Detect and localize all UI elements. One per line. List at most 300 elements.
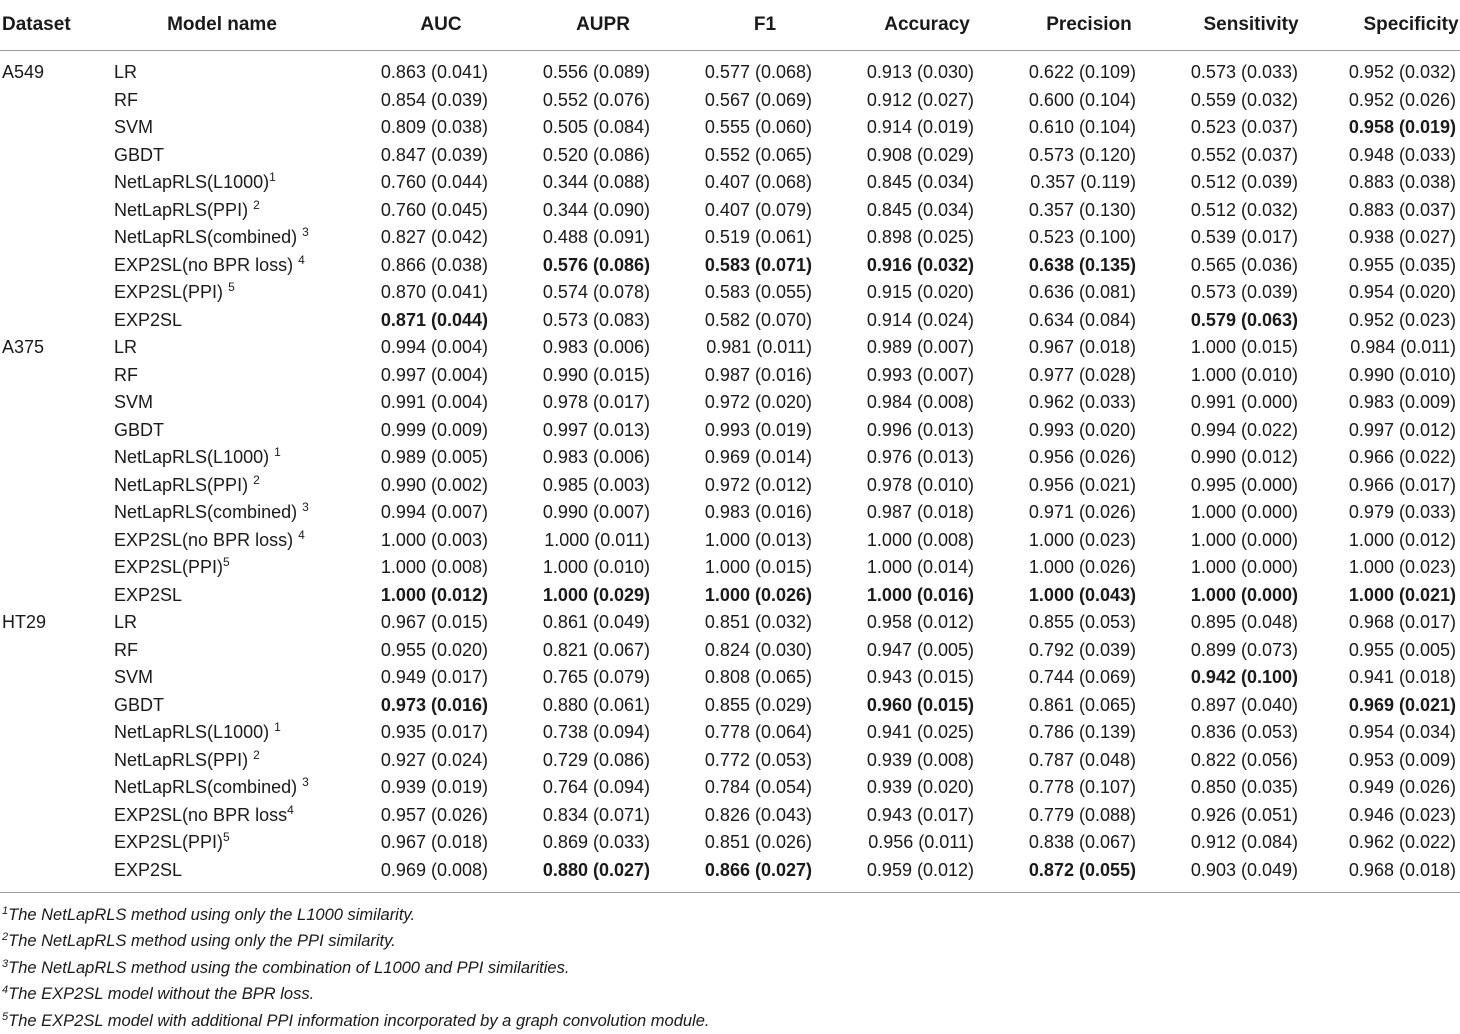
accuracy-cell: 0.947 (0.005) [866, 639, 974, 660]
precision-cell: 0.855 (0.053) [1028, 612, 1136, 633]
precision-cell: 0.636 (0.081) [1028, 282, 1136, 303]
model-name-cell [112, 857, 330, 893]
model-name-cell [112, 774, 330, 802]
f1-cell: 1.000 (0.026) [704, 584, 812, 605]
model-name-cell [112, 472, 330, 500]
specificity-cell: 0.953 (0.009) [1348, 749, 1456, 770]
accuracy-cell: 0.914 (0.019) [866, 117, 974, 138]
header-dataset: Dataset [0, 0, 112, 51]
f1-cell: 1.000 (0.015) [704, 557, 812, 578]
auc-cell: 0.973 (0.016) [380, 694, 488, 715]
footnote-mark: 5 [223, 830, 230, 845]
precision-cell: 0.634 (0.084) [1028, 309, 1136, 330]
f1-cell: 0.555 (0.060) [704, 117, 812, 138]
precision-cell: 0.786 (0.139) [1028, 722, 1136, 743]
dataset-cell [0, 87, 112, 115]
table-row [0, 444, 1460, 472]
model-name: NetLapRLS(L1000) [114, 172, 270, 193]
auc-cell: 0.935 (0.017) [380, 722, 488, 743]
accuracy-cell: 0.996 (0.013) [866, 419, 974, 440]
auc-cell: 0.989 (0.005) [380, 447, 488, 468]
specificity-cell: 0.979 (0.033) [1348, 502, 1456, 523]
accuracy-cell: 0.914 (0.024) [866, 309, 974, 330]
f1-cell: 0.826 (0.043) [704, 804, 812, 825]
specificity-cell: 0.955 (0.035) [1348, 254, 1456, 275]
f1-cell: 0.866 (0.027) [654, 857, 816, 893]
f1-cell: 0.567 (0.069) [704, 89, 812, 110]
dataset-cell [0, 169, 112, 197]
specificity-cell: 1.000 (0.021) [1348, 584, 1456, 605]
footnote-text: The EXP2SL model without the BPR loss. [8, 985, 315, 1004]
f1-cell: 0.519 (0.061) [704, 227, 812, 248]
specificity-cell: 0.966 (0.022) [1348, 447, 1456, 468]
sensitivity-cell: 1.000 (0.000) [1190, 584, 1298, 605]
model-name-cell [112, 582, 330, 610]
f1-cell: 0.583 (0.055) [704, 282, 812, 303]
f1-cell: 0.851 (0.032) [704, 612, 812, 633]
accuracy-cell: 0.898 (0.025) [866, 227, 974, 248]
model-name: RF [114, 364, 138, 385]
table-row [0, 582, 1460, 610]
accuracy-cell: 0.912 (0.027) [866, 89, 974, 110]
aupr-cell: 1.000 (0.010) [542, 557, 650, 578]
accuracy-cell: 0.943 (0.015) [866, 667, 974, 688]
aupr-cell: 0.990 (0.007) [542, 502, 650, 523]
footnote-mark: 1 [274, 445, 281, 460]
sensitivity-cell: 0.899 (0.073) [1190, 639, 1298, 660]
model-name-cell [112, 444, 330, 472]
model-name-cell [112, 51, 330, 87]
dataset-cell [0, 554, 112, 582]
dataset-cell [0, 114, 112, 142]
sensitivity-cell: 0.836 (0.053) [1190, 722, 1298, 743]
sensitivity-cell: 0.573 (0.039) [1190, 282, 1298, 303]
accuracy-cell: 1.000 (0.014) [866, 557, 974, 578]
accuracy-cell: 0.984 (0.008) [866, 392, 974, 413]
accuracy-cell: 0.943 (0.017) [866, 804, 974, 825]
sensitivity-cell: 1.000 (0.000) [1190, 557, 1298, 578]
auc-cell: 0.955 (0.020) [380, 639, 488, 660]
accuracy-cell: 0.845 (0.034) [866, 199, 974, 220]
table-row [0, 802, 1460, 830]
footnote [2, 981, 710, 1007]
f1-cell: 0.981 (0.011) [706, 337, 812, 358]
sensitivity-cell: 1.000 (0.015) [1190, 337, 1298, 358]
dataset-cell [0, 224, 112, 252]
model-name: RF [114, 89, 138, 110]
specificity-cell: 0.958 (0.019) [1348, 117, 1456, 138]
precision-cell: 0.792 (0.039) [1028, 639, 1136, 660]
table-row [0, 857, 1460, 893]
table-row [0, 169, 1460, 197]
aupr-cell: 1.000 (0.011) [544, 529, 650, 550]
model-name: EXP2SL(no BPR loss) [114, 254, 294, 275]
aupr-cell: 0.861 (0.049) [542, 612, 650, 633]
f1-cell: 0.778 (0.064) [704, 722, 812, 743]
model-name: GBDT [114, 419, 165, 440]
sensitivity-cell: 0.573 (0.033) [1190, 62, 1298, 83]
auc-cell: 0.949 (0.017) [380, 667, 488, 688]
dataset-cell [0, 307, 112, 335]
precision-cell: 0.977 (0.028) [1028, 364, 1136, 385]
aupr-cell: 0.729 (0.086) [542, 749, 650, 770]
dataset-cell [0, 499, 112, 527]
auc-cell: 0.990 (0.002) [380, 474, 488, 495]
table-row [0, 51, 1460, 87]
f1-cell: 0.972 (0.020) [704, 392, 812, 413]
sensitivity-cell: 0.897 (0.040) [1190, 694, 1298, 715]
f1-cell: 0.824 (0.030) [704, 639, 812, 660]
model-name-cell [112, 334, 330, 362]
accuracy-cell: 1.000 (0.008) [866, 529, 974, 550]
footnote-text: The EXP2SL model with additional PPI information incorporated by a graph convolution module. [8, 1011, 710, 1030]
precision-cell: 0.778 (0.107) [1028, 777, 1136, 798]
model-name: EXP2SL(no BPR loss) [114, 529, 294, 550]
accuracy-cell: 1.000 (0.016) [866, 584, 974, 605]
model-name-cell [112, 829, 330, 857]
footnote-mark: 4 [287, 802, 294, 817]
table-row [0, 692, 1460, 720]
specificity-cell: 0.946 (0.023) [1348, 804, 1456, 825]
f1-cell: 0.407 (0.079) [704, 199, 812, 220]
model-name: EXP2SL [114, 859, 183, 880]
auc-cell: 0.991 (0.004) [380, 392, 488, 413]
table-row [0, 774, 1460, 802]
auc-cell: 0.994 (0.007) [380, 502, 488, 523]
specificity-cell: 0.949 (0.026) [1348, 777, 1456, 798]
precision-cell: 0.787 (0.048) [1028, 749, 1136, 770]
dataset-cell [0, 774, 112, 802]
precision-cell: 0.962 (0.033) [1028, 392, 1136, 413]
aupr-cell: 0.764 (0.094) [542, 777, 650, 798]
precision-cell: 0.357 (0.119) [1030, 172, 1136, 193]
auc-cell: 0.994 (0.004) [380, 337, 488, 358]
table-row [0, 114, 1460, 142]
accuracy-cell: 0.976 (0.013) [866, 447, 974, 468]
model-name-cell [112, 747, 330, 775]
model-name: GBDT [114, 694, 165, 715]
model-name-cell [112, 307, 330, 335]
dataset-cell: A549 [2, 62, 45, 83]
aupr-cell: 0.978 (0.017) [542, 392, 650, 413]
sensitivity-cell: 0.903 (0.049) [1140, 857, 1302, 893]
f1-cell: 0.552 (0.065) [704, 144, 812, 165]
accuracy-cell: 0.913 (0.030) [866, 62, 974, 83]
model-name: NetLapRLS(PPI) [114, 474, 249, 495]
aupr-cell: 0.765 (0.079) [542, 667, 650, 688]
table-row [0, 197, 1460, 225]
specificity-cell: 0.941 (0.018) [1348, 667, 1456, 688]
table-row [0, 829, 1460, 857]
footnote-text: The NetLapRLS method using only the L1000 similarity. [8, 906, 416, 924]
accuracy-cell: 0.989 (0.007) [866, 337, 974, 358]
aupr-cell: 0.880 (0.027) [492, 857, 654, 893]
specificity-cell: 0.954 (0.034) [1348, 722, 1456, 743]
model-name-cell [112, 499, 330, 527]
model-name: NetLapRLS(PPI) [114, 749, 249, 770]
aupr-cell: 0.880 (0.061) [542, 694, 650, 715]
table-row [0, 554, 1460, 582]
aupr-cell: 0.990 (0.015) [542, 364, 650, 385]
table-row [0, 87, 1460, 115]
dataset-cell [0, 279, 112, 307]
footnote-mark: 3 [302, 775, 309, 790]
table-row [0, 747, 1460, 775]
model-name-cell [112, 224, 330, 252]
dataset-cell [0, 692, 112, 720]
f1-cell: 0.577 (0.068) [704, 62, 812, 83]
table-row [0, 334, 1460, 362]
model-name-cell [112, 389, 330, 417]
sensitivity-cell: 0.990 (0.012) [1190, 447, 1298, 468]
footnote-number: 2 [2, 931, 9, 944]
aupr-cell: 0.869 (0.033) [542, 832, 650, 853]
model-name: NetLapRLS(combined) [114, 777, 298, 798]
accuracy-cell: 0.941 (0.025) [866, 722, 974, 743]
aupr-cell: 0.983 (0.006) [542, 447, 650, 468]
sensitivity-cell: 0.995 (0.000) [1190, 474, 1298, 495]
model-name: EXP2SL [114, 309, 183, 330]
precision-cell: 0.744 (0.069) [1028, 667, 1136, 688]
specificity-cell: 0.990 (0.010) [1348, 364, 1456, 385]
model-name-cell [112, 142, 330, 170]
table-row [0, 389, 1460, 417]
header-model-name: Model name [112, 0, 330, 51]
model-name-cell [112, 252, 330, 280]
sensitivity-cell: 0.850 (0.035) [1190, 777, 1298, 798]
model-name-cell [112, 527, 330, 555]
footnote-mark: 1 [269, 170, 276, 185]
table-row [0, 637, 1460, 665]
specificity-cell: 0.966 (0.017) [1348, 474, 1456, 495]
footnote-mark: 5 [228, 280, 235, 295]
aupr-cell: 0.834 (0.071) [542, 804, 650, 825]
header-precision: Precision [978, 0, 1140, 51]
precision-cell: 0.638 (0.135) [1028, 254, 1136, 275]
accuracy-cell: 0.915 (0.020) [866, 282, 974, 303]
footnote [2, 955, 710, 981]
accuracy-cell: 0.939 (0.020) [866, 777, 974, 798]
specificity-cell: 0.883 (0.037) [1348, 199, 1456, 220]
footnote [2, 1008, 710, 1034]
table-row [0, 142, 1460, 170]
header-specificity: Specificity [1302, 0, 1460, 51]
header-sensitivity: Sensitivity [1140, 0, 1302, 51]
header-row [0, 0, 1460, 51]
table-row [0, 224, 1460, 252]
accuracy-cell: 0.978 (0.010) [866, 474, 974, 495]
auc-cell: 1.000 (0.003) [380, 529, 488, 550]
dataset-cell [0, 389, 112, 417]
auc-cell: 0.997 (0.004) [380, 364, 488, 385]
sensitivity-cell: 0.539 (0.017) [1190, 227, 1298, 248]
dataset-cell [0, 829, 112, 857]
auc-cell: 0.999 (0.009) [380, 419, 488, 440]
footnote-mark: 4 [298, 252, 305, 267]
table-row [0, 472, 1460, 500]
precision-cell: 0.861 (0.065) [1028, 694, 1136, 715]
aupr-cell: 0.573 (0.083) [542, 309, 650, 330]
precision-cell: 0.971 (0.026) [1028, 502, 1136, 523]
accuracy-cell: 0.845 (0.034) [866, 172, 974, 193]
model-name: LR [114, 337, 138, 358]
table-row [0, 307, 1460, 335]
footnote-text: The NetLapRLS method using the combination of L1000 and PPI similarities. [8, 958, 570, 977]
dataset-cell [0, 802, 112, 830]
dataset-cell [0, 417, 112, 445]
auc-cell: 0.809 (0.038) [380, 117, 488, 138]
table-row [0, 664, 1460, 692]
model-name: NetLapRLS(L1000) [114, 447, 270, 468]
dataset-cell [0, 444, 112, 472]
auc-cell: 0.957 (0.026) [380, 804, 488, 825]
auc-cell: 0.969 (0.008) [330, 857, 492, 893]
dataset-cell: HT29 [2, 612, 47, 633]
f1-cell: 0.855 (0.029) [704, 694, 812, 715]
sensitivity-cell: 1.000 (0.000) [1190, 502, 1298, 523]
specificity-cell: 0.883 (0.038) [1348, 172, 1456, 193]
f1-cell: 0.784 (0.054) [704, 777, 812, 798]
sensitivity-cell: 0.942 (0.100) [1190, 667, 1298, 688]
sensitivity-cell: 0.512 (0.039) [1190, 172, 1298, 193]
precision-cell: 0.622 (0.109) [1028, 62, 1136, 83]
dataset-cell [0, 472, 112, 500]
footnote-mark: 2 [253, 747, 260, 762]
f1-cell: 0.969 (0.014) [704, 447, 812, 468]
model-name-cell [112, 362, 330, 390]
sensitivity-cell: 0.559 (0.032) [1190, 89, 1298, 110]
dataset-cell [0, 747, 112, 775]
auc-cell: 1.000 (0.008) [380, 557, 488, 578]
model-name-cell [112, 279, 330, 307]
header-auc: AUC [330, 0, 492, 51]
precision-cell: 0.779 (0.088) [1028, 804, 1136, 825]
model-name-cell [112, 609, 330, 637]
sensitivity-cell: 0.552 (0.037) [1190, 144, 1298, 165]
model-name: LR [114, 612, 138, 633]
specificity-cell: 0.952 (0.026) [1348, 89, 1456, 110]
precision-cell: 0.357 (0.130) [1028, 199, 1136, 220]
model-name: NetLapRLS(PPI) [114, 199, 249, 220]
specificity-cell: 0.954 (0.020) [1348, 282, 1456, 303]
dataset-cell [0, 197, 112, 225]
f1-cell: 0.972 (0.012) [704, 474, 812, 495]
precision-cell: 0.872 (0.055) [978, 857, 1140, 893]
model-name: EXP2SL(PPI) [114, 832, 224, 853]
dataset-cell [0, 527, 112, 555]
auc-cell: 0.827 (0.042) [380, 227, 488, 248]
model-name: SVM [114, 392, 154, 413]
sensitivity-cell: 0.926 (0.051) [1190, 804, 1298, 825]
table-row [0, 527, 1460, 555]
model-name-cell [112, 802, 330, 830]
footnote-mark: 3 [302, 500, 309, 515]
footnote-mark: 5 [223, 555, 230, 570]
accuracy-cell: 0.916 (0.032) [866, 254, 974, 275]
sensitivity-cell: 0.579 (0.063) [1190, 309, 1298, 330]
aupr-cell: 0.821 (0.067) [542, 639, 650, 660]
aupr-cell: 0.552 (0.076) [542, 89, 650, 110]
footnote-number: 4 [2, 984, 9, 997]
precision-cell: 1.000 (0.043) [1028, 584, 1136, 605]
sensitivity-cell: 0.512 (0.032) [1190, 199, 1298, 220]
model-name: NetLapRLS(combined) [114, 227, 298, 248]
header-aupr: AUPR [492, 0, 654, 51]
aupr-cell: 0.344 (0.090) [542, 199, 650, 220]
table-row [0, 252, 1460, 280]
footnote-number: 1 [2, 905, 9, 917]
f1-cell: 0.582 (0.070) [704, 309, 812, 330]
sensitivity-cell: 0.523 (0.037) [1190, 117, 1298, 138]
precision-cell: 0.573 (0.120) [1028, 144, 1136, 165]
specificity-cell: 0.952 (0.032) [1348, 62, 1456, 83]
model-name-cell [112, 114, 330, 142]
model-name: EXP2SL(PPI) [114, 557, 224, 578]
f1-cell: 0.772 (0.053) [704, 749, 812, 770]
footnote-mark: 1 [274, 720, 281, 735]
accuracy-cell: 0.960 (0.015) [866, 694, 974, 715]
auc-cell: 0.847 (0.039) [380, 144, 488, 165]
auc-cell: 0.939 (0.019) [380, 777, 488, 798]
aupr-cell: 0.997 (0.013) [542, 419, 650, 440]
aupr-cell: 0.520 (0.086) [542, 144, 650, 165]
header-accuracy: Accuracy [816, 0, 978, 51]
auc-cell: 0.760 (0.045) [380, 199, 488, 220]
f1-cell: 0.851 (0.026) [704, 832, 812, 853]
sensitivity-cell: 0.895 (0.048) [1190, 612, 1298, 633]
specificity-cell: 0.968 (0.018) [1302, 857, 1460, 893]
auc-cell: 1.000 (0.012) [380, 584, 488, 605]
precision-cell: 0.838 (0.067) [1028, 832, 1136, 853]
specificity-cell: 0.968 (0.017) [1348, 612, 1456, 633]
specificity-cell: 0.955 (0.005) [1348, 639, 1456, 660]
model-name-cell [112, 169, 330, 197]
precision-cell: 0.610 (0.104) [1028, 117, 1136, 138]
model-name-cell [112, 664, 330, 692]
precision-cell: 0.993 (0.020) [1028, 419, 1136, 440]
sensitivity-cell: 1.000 (0.010) [1190, 364, 1298, 385]
sensitivity-cell: 0.991 (0.000) [1190, 392, 1298, 413]
f1-cell: 0.407 (0.068) [704, 172, 812, 193]
footnote-mark: 2 [253, 472, 260, 487]
sensitivity-cell: 0.912 (0.084) [1190, 832, 1298, 853]
model-name: EXP2SL(no BPR loss [114, 804, 288, 825]
model-name-cell [112, 692, 330, 720]
specificity-cell: 0.938 (0.027) [1348, 227, 1456, 248]
specificity-cell: 0.962 (0.022) [1348, 832, 1456, 853]
precision-cell: 1.000 (0.023) [1028, 529, 1136, 550]
precision-cell: 0.956 (0.026) [1028, 447, 1136, 468]
table-row [0, 279, 1460, 307]
dataset-cell [0, 664, 112, 692]
aupr-cell: 0.556 (0.089) [542, 62, 650, 83]
table-row [0, 362, 1460, 390]
aupr-cell: 0.738 (0.094) [542, 722, 650, 743]
auc-cell: 0.871 (0.044) [380, 309, 488, 330]
f1-cell: 0.583 (0.071) [704, 254, 812, 275]
specificity-cell: 0.983 (0.009) [1348, 392, 1456, 413]
sensitivity-cell: 0.565 (0.036) [1190, 254, 1298, 275]
auc-cell: 0.870 (0.041) [380, 282, 488, 303]
specificity-cell: 0.984 (0.011) [1350, 337, 1456, 358]
sensitivity-cell: 0.822 (0.056) [1190, 749, 1298, 770]
auc-cell: 0.967 (0.018) [380, 832, 488, 853]
dataset-cell [0, 582, 112, 610]
auc-cell: 0.866 (0.038) [380, 254, 488, 275]
accuracy-cell: 0.993 (0.007) [866, 364, 974, 385]
aupr-cell: 0.505 (0.084) [542, 117, 650, 138]
dataset-cell: A375 [2, 337, 45, 358]
